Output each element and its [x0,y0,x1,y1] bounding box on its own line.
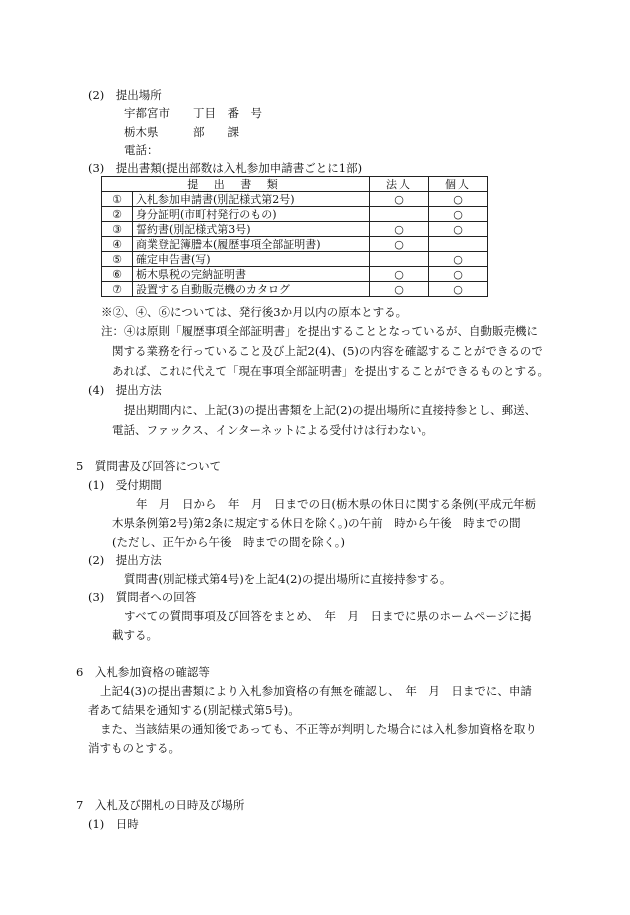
eligibility-line-2: 者あて結果を通知する(別記様式第5号)。 [88,703,300,717]
row-number: ① [102,192,133,207]
eligibility-line-1: 上記4(3)の提出書類により入札参加資格の有無を確認し、 年 月 日までに、申請 [100,684,532,698]
table-row [102,207,488,222]
indiv-mark: ○ [429,192,488,207]
indiv-mark: ○ [429,252,488,267]
row-number: ⑤ [102,252,133,267]
row-number: ② [102,207,133,222]
corp-mark: ○ [370,282,429,297]
doc-name: 商業登記簿謄本(履歴事項全部証明書) [133,237,370,252]
answers-line-1: すべての質問事項及び回答をまとめ、 年 月 日までに県のホームページに掲 [124,609,532,623]
col-header-corp: 法人 [370,177,429,192]
indiv-mark: ○ [429,207,488,222]
doc-name: 入札参加申請書(別記様式第2号) [133,192,370,207]
heading-reception-period: (1) 受付期間 [88,478,162,492]
table-row [102,267,488,282]
corp-mark: ○ [370,267,429,282]
period-line-3: (ただし、正午から午後 時までの間を除く。) [112,535,345,549]
heading-answers: (3) 質問者への回答 [88,590,197,604]
row-number: ⑦ [102,282,133,297]
indiv-mark [429,237,488,252]
period-line-2: 木県条例第2号)第2条に規定する休日を除く。)の午前 時から午後 時までの間 [112,516,521,530]
answers-line-2: 載する。 [112,628,158,642]
corp-mark [370,252,429,267]
heading-submission-method: (4) 提出方法 [88,383,162,397]
address-tel: 電話： [124,143,159,157]
corp-mark: ○ [370,192,429,207]
corp-mark [370,207,429,222]
eligibility-line-3: また、当該結果の通知後であっても、不正等が判明した場合には入札参加資格を取り [100,722,537,736]
heading-eligibility: 6 入札参加資格の確認等 [76,665,210,679]
table-row [102,237,488,252]
eligibility-line-4: 消すものとする。 [88,741,180,755]
note-line-3: あれば、これに代えて「現在事項全部証明書」を提出することができるものとする。 [112,364,549,378]
table-row [102,222,488,237]
heading-bidding-schedule: 7 入札及び開札の日時及び場所 [76,798,245,812]
doc-name: 栃木県税の完納証明書 [133,267,370,282]
indiv-mark: ○ [429,282,488,297]
address-dept: 栃木県 部 課 [124,125,239,139]
doc-name: 誓約書(別記様式第3号) [133,222,370,237]
table-header-row [102,177,488,192]
indiv-mark: ○ [429,222,488,237]
period-line-1: 年 月 日から 年 月 日までの日(栃木県の休日に関する条例(平成元年栃 [136,497,536,511]
table-row [102,252,488,267]
address-city: 宇都宮市 丁目 番 号 [124,106,262,120]
doc-name: 設置する自動販売機のカタログ [133,282,370,297]
note-line-1: 注：④は原則「履歴事項全部証明書」を提出することとなっているが、自動販売機に [101,324,538,338]
heading-submission-place: (2) 提出場所 [88,88,162,102]
table-footnote: ※②、④、⑥については、発行後3か月以内の原本とする。 [101,305,408,319]
col-header-docs: 提 出 書 類 [102,177,370,192]
doc-name: 身分証明(市町村発行のもの) [133,207,370,222]
table-row [102,192,488,207]
corp-mark: ○ [370,237,429,252]
heading-question-method: (2) 提出方法 [88,553,162,567]
doc-name: 確定申告書(写) [133,252,370,267]
row-number: ⑥ [102,267,133,282]
method-line-1: 提出期間内に、上記(3)の提出書類を上記(2)の提出場所に直接持参とし、郵送、 [124,403,537,417]
corp-mark: ○ [370,222,429,237]
heading-submission-docs: (3) 提出書類(提出部数は入札参加申請書ごとに1部) [88,161,363,175]
note-line-2: 関する業務を行っていること及び上記2(4)、(5)の内容を確認することができるので [112,344,543,358]
question-method-line: 質問書(別記様式第4号)を上記4(2)の提出場所に直接持参する。 [124,572,452,586]
indiv-mark: ○ [429,267,488,282]
documents-table [101,176,488,297]
row-number: ③ [102,222,133,237]
row-number: ④ [102,237,133,252]
method-line-2: 電話、ファックス、インターネットによる受付けは行わない。 [112,423,433,437]
heading-datetime: (1) 日時 [88,817,139,831]
heading-questions: 5 質問書及び回答について [76,459,222,473]
table-row [102,282,488,297]
col-header-indiv: 個人 [429,177,488,192]
